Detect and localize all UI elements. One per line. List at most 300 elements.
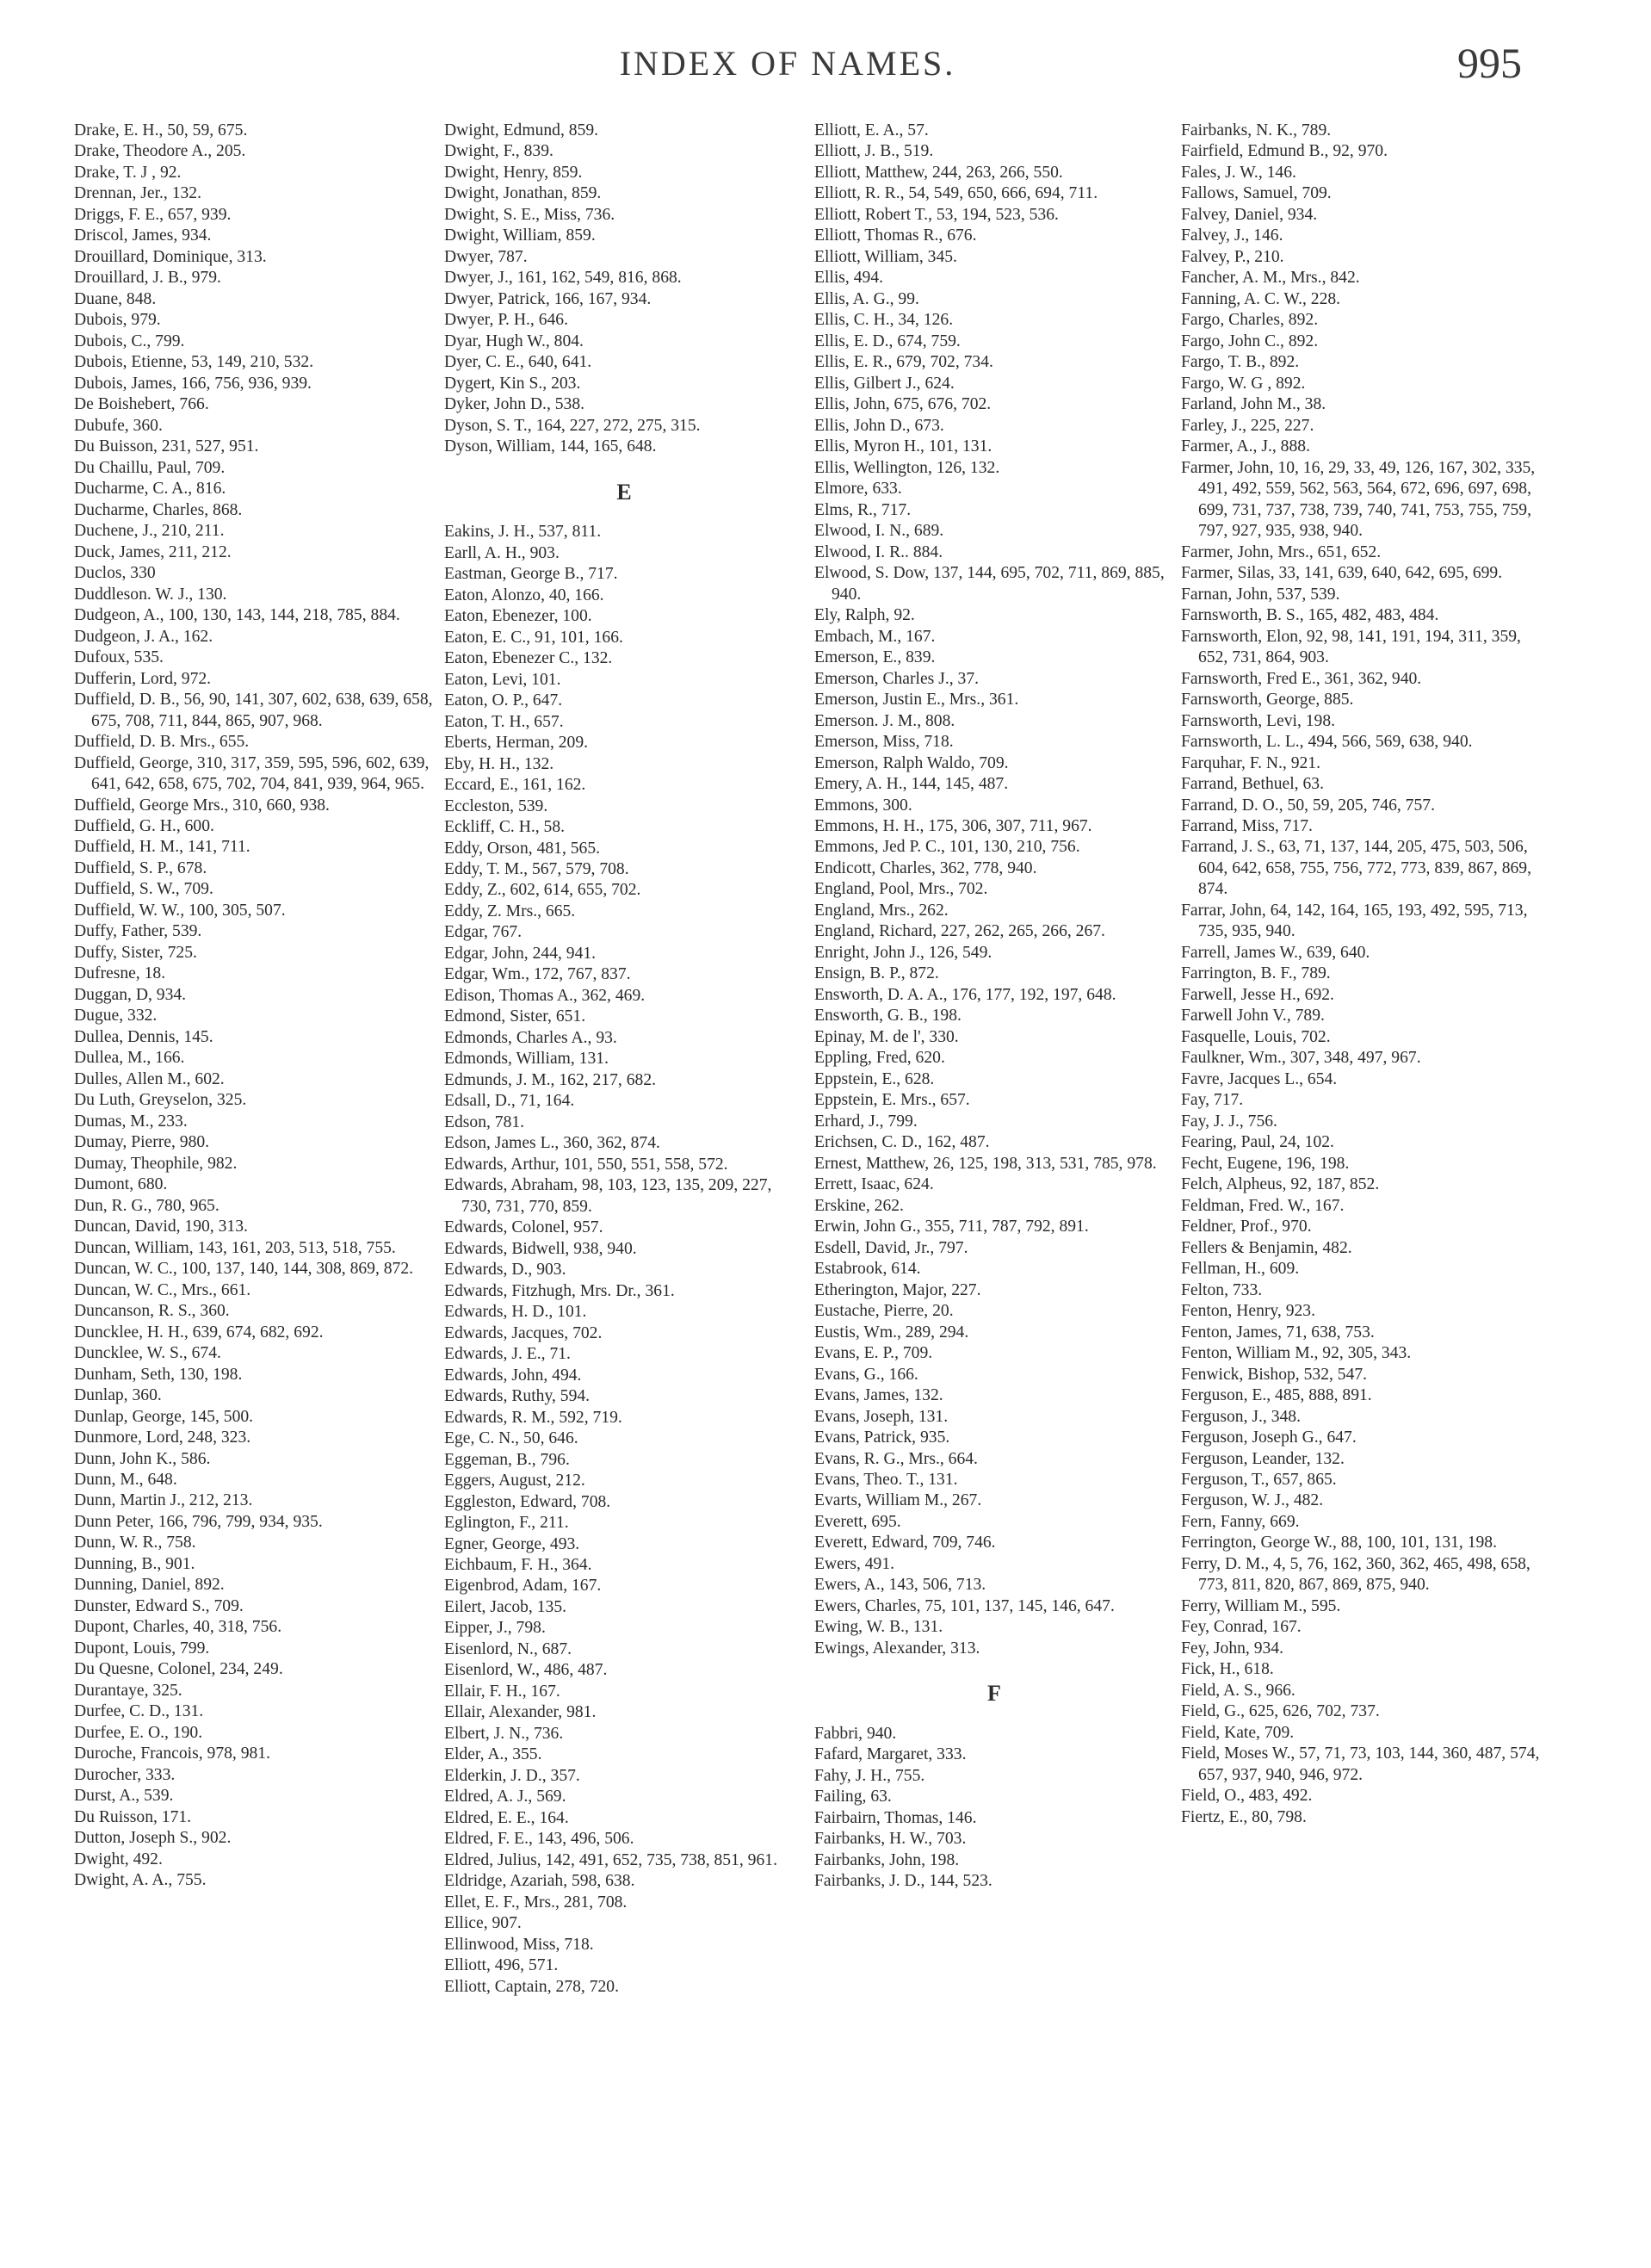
index-entry: Fenton, William M., 92, 305, 343. [1181,1344,1412,1363]
index-entry: Dyer, C. E., 640, 641. [444,353,592,372]
index-entry: Ellis, E. D., 674, 759. [814,332,961,350]
index-entry: Edwards, H. D., 101. [444,1303,587,1322]
index-entry: Dunning, Daniel, 892. [74,1576,225,1595]
index-entry: Farrand, J. S., 63, 71, 137, 144, 205, 475, 503, 506, 604, 642, 658, 755, 756, 772, 773, 839, 867, 869, 874. [1181,838,1531,899]
index-entry: Dumont, 680. [74,1175,168,1194]
index-entry: Eaton, O. P., 647. [444,691,563,710]
index-entry: Edmonds, Charles A., 93. [444,1028,617,1047]
index-entry: Eilert, Jacob, 135. [444,1597,567,1616]
index-entry: Fecht, Eugene, 196, 198. [1181,1154,1350,1173]
index-entry: Egner, George, 493. [444,1534,580,1553]
index-entry: Dyson, S. T., 164, 227, 272, 275, 315. [444,416,701,435]
index-entry: Ferguson, Leander, 132. [1181,1449,1345,1468]
index-entry: Dudgeon, J. A., 162. [74,627,213,646]
index-entry: Elliott, Robert T., 53, 194, 523, 536. [814,205,1059,224]
index-entry: Drake, Theodore A., 205. [74,142,246,161]
index-entry: Fenton, Henry, 923. [1181,1302,1316,1321]
index-entry: Fay, 717. [1181,1091,1244,1110]
index-entry: Duncan, W. C., 100, 137, 140, 144, 308, 869, 872. [74,1260,414,1279]
index-entry: Edson, 781. [444,1112,525,1131]
index-entry: Farnsworth, B. S., 165, 482, 483, 484. [1181,606,1439,625]
index-entry: Fiertz, E., 80, 798. [1181,1807,1307,1826]
index-entry: Fahy, J. H., 755. [814,1766,925,1785]
index-entry: Elmore, 633. [814,480,902,499]
index-entry: Duncan, William, 143, 161, 203, 513, 518, 755. [74,1238,396,1257]
index-entry: Dufferin, Lord, 972. [74,669,212,688]
index-entry: Eaton, Alonzo, 40, 166. [444,586,604,604]
index-entry: Field, Kate, 709. [1181,1723,1295,1742]
index-entry: Emerson, Charles J., 37. [814,669,980,688]
index-entry: Ege, C. N., 50, 646. [444,1429,578,1448]
index-entry: Duffield, George, 310, 317, 359, 595, 596, 602, 639, 641, 642, 658, 675, 702, 704, 841, 939, 964, 965. [74,753,430,794]
index-entry: Duffield, W. W., 100, 305, 507. [74,901,286,920]
index-columns [74,121,1598,2239]
index-entry: Ducharme, C. A., 816. [74,480,226,499]
index-entry: Etherington, Major, 227. [814,1280,981,1299]
index-entry: Ellis, Wellington, 126, 132. [814,458,1000,477]
index-entry: Eaton, T. H., 657. [444,712,564,731]
index-entry: Eglington, F., 211. [444,1514,569,1533]
index-entry: Failing, 63. [814,1788,892,1806]
index-entry: Farrand, D. O., 50, 59, 205, 746, 757. [1181,796,1435,815]
index-entry: Eigenbrod, Adam, 167. [444,1577,602,1596]
index-entry: Elliott, R. R., 54, 549, 650, 666, 694, 711. [814,184,1098,203]
index-entry: Ferguson, E., 485, 888, 891. [1181,1386,1372,1405]
index-entry: Dubois, Etienne, 53, 149, 210, 532. [74,353,314,372]
index-entry: Fancher, A. M., Mrs., 842. [1181,269,1360,288]
index-entry: Erichsen, C. D., 162, 487. [814,1133,990,1152]
index-entry: Field, Moses W., 57, 71, 73, 103, 144, 360, 487, 574, 657, 937, 940, 946, 972. [1181,1744,1540,1784]
index-entry: Dyker, John D., 538. [444,395,585,414]
index-entry: Evans, Patrick, 935. [814,1428,950,1447]
index-entry: Eipper, J., 798. [444,1619,546,1638]
index-entry: Feldner, Prof., 970. [1181,1218,1312,1236]
index-entry: Faulkner, Wm., 307, 348, 497, 967. [1181,1049,1421,1068]
index-entry: Ellis, C. H., 34, 126. [814,311,954,330]
index-entry: Edmond, Sister, 651. [444,1007,586,1026]
index-entry: Dunn, John K., 586. [74,1449,211,1468]
index-entry: Field, O., 483, 492. [1181,1787,1313,1806]
index-entry: Duffield, S. W., 709. [74,880,213,899]
index-entry: Duffy, Father, 539. [74,922,202,941]
index-entry: Fabbri, 940. [814,1724,897,1743]
index-entry: Edgar, 767. [444,923,523,942]
index-entry: Enright, John J., 126, 549. [814,943,992,962]
index-entry: Durst, A., 539. [74,1787,174,1806]
index-entry: Eldridge, Azariah, 598, 638. [444,1872,635,1891]
index-entry: Eaton, E. C., 91, 101, 166. [444,628,623,647]
index-entry: Fern, Fanny, 669. [1181,1512,1300,1531]
index-column-3 [814,121,1174,1893]
index-entry: Dygert, Kin S., 203. [444,374,581,393]
index-entry: Dwight, 492. [74,1850,163,1868]
index-entry: Fanning, A. C. W., 228. [1181,289,1341,308]
index-entry: Driggs, F. E., 657, 939. [74,205,232,224]
index-entry: Eddy, Orson, 481, 565. [444,839,601,858]
index-entry: Du Quesne, Colonel, 234, 249. [74,1660,283,1679]
index-entry: Eldred, E. E., 164. [444,1808,569,1827]
index-entry: Duncanson, R. S., 360. [74,1302,230,1321]
index-entry: Dwyer, P. H., 646. [444,311,568,330]
index-entry: Felch, Alpheus, 92, 187, 852. [1181,1175,1380,1194]
index-entry: Evans, G., 166. [814,1365,918,1384]
index-entry: Edsall, D., 71, 164. [444,1092,575,1111]
index-entry: Eastman, George B., 717. [444,565,618,584]
index-entry: Fairbanks, N. K., 789. [1181,121,1332,139]
index-entry: Farrington, B. F., 789. [1181,964,1331,983]
index-entry: Eby, H. H., 132. [444,754,554,773]
index-entry: Edwards, R. M., 592, 719. [444,1408,622,1427]
index-entry: Ellair, F. H., 167. [444,1682,560,1701]
index-entry: Ellis, 494. [814,269,884,288]
index-column-2 [444,121,804,1998]
index-entry: Duane, 848. [74,289,157,308]
index-entry: Evans, James, 132. [814,1386,943,1405]
index-entry: Fargo, T. B., 892. [1181,353,1300,372]
index-entry: Edwards, Abraham, 98, 103, 123, 135, 209, 227, 730, 731, 770, 859. [444,1176,772,1216]
index-entry: Dunn, W. R., 758. [74,1534,196,1552]
index-entry: Fafard, Margaret, 333. [814,1745,967,1764]
index-entry: Fairbairn, Thomas, 146. [814,1808,977,1827]
index-entry: Ewing, W. B., 131. [814,1618,943,1637]
index-entry: Fargo, John C., 892. [1181,332,1319,350]
index-entry: Duncklee, W. S., 674. [74,1344,221,1363]
index-entry: Fargo, Charles, 892. [1181,311,1319,330]
index-entry: Dunn, M., 648. [74,1471,177,1489]
index-entry: Dupont, Louis, 799. [74,1639,210,1658]
index-entry: Du Ruisson, 171. [74,1807,192,1826]
index-entry: Falvey, J., 146. [1181,226,1283,245]
index-entry: Dunmore, Lord, 248, 323. [74,1428,251,1447]
index-entry: Edgar, Wm., 172, 767, 837. [444,965,631,984]
index-entry: Farley, J., 225, 227. [1181,416,1314,435]
index-entry: Fick, H., 618. [1181,1660,1274,1679]
index-entry: Dubois, 979. [74,311,161,330]
index-entry: Dudgeon, A., 100, 130, 143, 144, 218, 785, 884. [74,606,400,625]
index-entry: Driscol, James, 934. [74,226,212,245]
index-entry: Duffy, Sister, 725. [74,943,197,962]
index-entry: Farmer, John, Mrs., 651, 652. [1181,542,1382,561]
index-entry: Dwight, A. A., 755. [74,1871,207,1890]
index-entry: Duffield, S. P., 678. [74,858,207,877]
index-entry: Ferguson, T., 657, 865. [1181,1471,1337,1489]
index-entry: Dumas, M., 233. [74,1112,188,1131]
index-entry: Elwood, I. N., 689. [814,522,944,541]
index-entry: Drake, T. J , 92. [74,163,182,182]
index-entry: Farmer, A., J., 888. [1181,437,1310,456]
index-entry: Ensworth, D. A. A., 176, 177, 192, 197, 648. [814,985,1116,1004]
index-entry: Eccard, E., 161, 162. [444,776,586,795]
index-entry: Falvey, P., 210. [1181,247,1284,266]
index-entry: Dutton, Joseph S., 902. [74,1829,232,1848]
index-entry: Eddy, T. M., 567, 579, 708. [444,860,629,878]
index-entry: England, Mrs., 262. [814,901,949,920]
index-entry: Fasquelle, Louis, 702. [1181,1027,1331,1046]
index-entry: Erskine, 262. [814,1196,904,1215]
index-entry: Du Chaillu, Paul, 709. [74,458,226,477]
index-entry: Elliott, William, 345. [814,247,957,266]
index-entry: Esdell, David, Jr., 797. [814,1238,968,1257]
index-entry: Dwyer, Patrick, 166, 167, 934. [444,289,652,308]
index-column-4 [1181,121,1541,1828]
index-entry: Farnsworth, L. L., 494, 566, 569, 638, 940. [1181,733,1473,752]
index-entry: Duncan, W. C., Mrs., 661. [74,1280,251,1299]
index-entry: Ellet, E. F., Mrs., 281, 708. [444,1893,628,1912]
index-entry: Dwight, S. E., Miss, 736. [444,205,615,224]
index-entry: Ewers, Charles, 75, 101, 137, 145, 146, 647. [814,1596,1115,1615]
index-entry: Elbert, J. N., 736. [444,1724,564,1743]
index-entry: Fay, J. J., 756. [1181,1112,1277,1131]
index-entry: Elder, A., 355. [444,1745,542,1764]
index-entry: Drouillard, Dominique, 313. [74,247,267,266]
index-entry: Dunham, Seth, 130, 198. [74,1365,243,1384]
index-entry: Durantaye, 325. [74,1681,182,1700]
index-entry: Ferguson, Joseph G., 647. [1181,1428,1357,1447]
index-entry: Evans, Theo. T., 131. [814,1471,958,1489]
index-entry: Evans, Joseph, 131. [814,1407,949,1426]
index-entry: Edmonds, William, 131. [444,1050,609,1069]
index-entry: Ewers, 491. [814,1554,895,1573]
index-entry: Fairbanks, H. W., 703. [814,1830,967,1849]
index-entry: Dulles, Allen M., 602. [74,1069,225,1088]
index-entry: Emmons, H. H., 175, 306, 307, 711, 967. [814,816,1092,835]
index-entry: Dubufe, 360. [74,416,163,435]
index-entry: Farrand, Miss, 717. [1181,816,1313,835]
index-entry: Dwight, William, 859. [444,226,596,245]
index-entry: Dwight, Edmund, 859. [444,121,599,139]
index-entry: Eaton, Levi, 101. [444,670,561,689]
index-entry: Eichbaum, F. H., 364. [444,1555,592,1574]
index-entry: Ferry, D. M., 4, 5, 76, 162, 360, 362, 465, 498, 658, 773, 811, 820, 867, 869, 875, 940. [1181,1554,1530,1595]
page-number: 995 [1457,39,1522,87]
index-entry: Dugue, 332. [74,1007,158,1026]
index-entry: Emmons, Jed P. C., 101, 130, 210, 756. [814,838,1080,857]
index-entry: Ferguson, J., 348. [1181,1407,1301,1426]
index-entry: Elliott, Matthew, 244, 263, 266, 550. [814,163,1063,182]
index-entry: Dwyer, 787. [444,247,528,266]
index-entry: Earll, A. H., 903. [444,543,560,562]
index-entry: Errett, Isaac, 624. [814,1175,934,1194]
index-entry: Emerson, Justin E., Mrs., 361. [814,691,1019,710]
index-entry: Eaton, Ebenezer, 100. [444,607,592,626]
index-entry: Endicott, Charles, 362, 778, 940. [814,858,1037,877]
index-entry: Farnsworth, Levi, 198. [1181,711,1336,730]
index-entry: Ensworth, G. B., 198. [814,1007,962,1026]
index-entry: Felton, 733. [1181,1280,1263,1299]
index-entry: Durfee, E. O., 190. [74,1723,203,1742]
section-letter: E [616,479,632,505]
index-entry: Ferry, William M., 595. [1181,1596,1341,1615]
index-entry: Ewers, A., 143, 506, 713. [814,1576,986,1595]
index-entry: Erhard, J., 799. [814,1112,918,1131]
index-entry: Edison, Thomas A., 362, 469. [444,986,646,1005]
index-entry: Edson, James L., 360, 362, 874. [444,1134,660,1153]
index-entry: Ellis, E. R., 679, 702, 734. [814,353,993,372]
index-entry: Edmunds, J. M., 162, 217, 682. [444,1070,657,1089]
index-entry: Embach, M., 167. [814,627,936,646]
index-entry: Farrand, Bethuel, 63. [1181,775,1324,794]
index-entry: Emerson. J. M., 808. [814,711,955,730]
index-entry: Ernest, Matthew, 26, 125, 198, 313, 531, 785, 978. [814,1154,1157,1173]
index-entry: Ewings, Alexander, 313. [814,1639,980,1658]
index-entry: Field, G., 625, 626, 702, 737. [1181,1702,1380,1721]
index-entry: Ellice, 907. [444,1914,522,1933]
index-entry: Eldred, Julius, 142, 491, 652, 735, 738, 851, 961. [444,1850,777,1869]
index-entry: De Boishebert, 766. [74,395,209,414]
index-entry: Dunn, Martin J., 212, 213. [74,1491,253,1510]
index-entry: Drake, E. H., 50, 59, 675. [74,121,248,139]
index-entry: Farwell, Jesse H., 692. [1181,985,1334,1004]
index-entry: Edwards, John, 494. [444,1366,582,1385]
index-entry: Duck, James, 211, 212. [74,542,232,561]
index-entry: Eddy, Z., 602, 614, 655, 702. [444,881,641,900]
index-entry: Eberts, Herman, 209. [444,734,589,753]
index-entry: Fearing, Paul, 24, 102. [1181,1133,1334,1152]
index-entry: Duncklee, H. H., 639, 674, 682, 692. [74,1323,324,1342]
index-entry: Edwards, Arthur, 101, 550, 551, 558, 572. [444,1155,728,1174]
index-entry: Ellinwood, Miss, 718. [444,1935,594,1954]
index-entry: Edwards, D., 903. [444,1261,566,1280]
index-entry: Eaton, Ebenezer C., 132. [444,649,613,668]
index-entry: Fallows, Samuel, 709. [1181,184,1332,203]
index-entry: Farnsworth, Fred E., 361, 362, 940. [1181,669,1422,688]
index-entry: Dufresne, 18. [74,964,166,983]
index-entry: Edwards, Colonel, 957. [444,1218,603,1237]
index-entry: Ducharme, Charles, 868. [74,500,243,519]
index-entry: Ely, Ralph, 92. [814,606,915,625]
index-entry: Elliott, Thomas R., 676. [814,226,977,245]
index-entry: Edwards, Jacques, 702. [444,1323,603,1342]
index-entry: Edwards, Fitzhugh, Mrs. Dr., 361. [444,1281,675,1300]
index-entry: Epinay, M. de l', 330. [814,1027,959,1046]
index-entry: Edwards, Bidwell, 938, 940. [444,1239,637,1258]
index-entry: Fairfield, Edmund B., 92, 970. [1181,142,1388,161]
index-entry: Durfee, C. D., 131. [74,1702,204,1721]
index-entry: Emerson, Miss, 718. [814,733,954,752]
index-entry: Dupont, Charles, 40, 318, 756. [74,1618,282,1637]
index-entry: Estabrook, 614. [814,1260,921,1279]
index-entry: Elwood, S. Dow, 137, 144, 695, 702, 711, 869, 885, 940. [814,564,1165,604]
index-entry: Duffield, G. H., 600. [74,816,214,835]
index-entry: Fey, John, 934. [1181,1639,1284,1658]
index-entry: Emery, A. H., 144, 145, 487. [814,775,1009,794]
index-entry: Falvey, Daniel, 934. [1181,205,1318,224]
index-entry: Edgar, John, 244, 941. [444,944,597,963]
index-entry: Duroche, Francois, 978, 981. [74,1744,271,1763]
index-entry: Duddleson. W. J., 130. [74,585,227,604]
index-entry: Dunlap, George, 145, 500. [74,1407,254,1426]
index-entry: Eccleston, 539. [444,796,548,815]
index-entry: Dunlap, 360. [74,1386,162,1405]
page-header [0,38,1651,98]
index-entry: Farmer, Silas, 33, 141, 639, 640, 642, 695, 699. [1181,564,1503,583]
index-entry: England, Pool, Mrs., 702. [814,880,988,899]
index-entry: Drouillard, J. B., 979. [74,269,221,288]
index-entry: Eggers, August, 212. [444,1472,585,1490]
index-entry: Favre, Jacques L., 654. [1181,1069,1338,1088]
index-entry: Emmons, 300. [814,796,912,815]
index-entry: Eustache, Pierre, 20. [814,1302,954,1321]
index-entry: Edwards, J. E., 71. [444,1345,571,1364]
index-entry: Dumay, Theophile, 982. [74,1154,238,1173]
index-entry: Fellers & Benjamin, 482. [1181,1238,1352,1257]
index-entry: Dufoux, 535. [74,648,164,667]
index-entry: Duffield, D. B. Mrs., 655. [74,733,250,752]
index-entry: Emerson, Ralph Waldo, 709. [814,753,1009,772]
index-entry: Dunning, B., 901. [74,1554,195,1573]
index-entry: Duncan, David, 190, 313. [74,1218,248,1236]
index-entry: Ferrington, George W., 88, 100, 101, 131, 198. [1181,1534,1497,1552]
index-entry: Du Buisson, 231, 527, 951. [74,437,259,456]
index-entry: Dun, R. G., 780, 965. [74,1196,220,1215]
index-entry: Eisenlord, N., 687. [444,1639,572,1658]
index-entry: Eggeman, B., 796. [444,1450,570,1469]
index-entry: Eppling, Fred, 620. [814,1049,945,1068]
index-entry: Duffield, H. M., 141, 711. [74,838,250,857]
index-entry: Dwight, Jonathan, 859. [444,184,602,203]
index-entry: Dwight, F., 839. [444,142,553,161]
index-entry: Eckliff, C. H., 58. [444,818,566,837]
index-entry: Dwight, Henry, 859. [444,163,583,182]
index-entry: Ellis, John, 675, 676, 702. [814,395,992,414]
index-entry: Fairbanks, J. D., 144, 523. [814,1872,992,1891]
index-entry: Eggleston, Edward, 708. [444,1492,611,1511]
index-entry: Fey, Conrad, 167. [1181,1618,1302,1637]
index-entry: Elms, R., 717. [814,500,912,519]
index-entry: Farland, John M., 38. [1181,395,1326,414]
section-letter: F [987,1681,1001,1707]
index-entry: Ellis, Gilbert J., 624. [814,374,955,393]
index-entry: Farnsworth, Elon, 92, 98, 141, 191, 194, 311, 359, 652, 731, 864, 903. [1181,627,1521,667]
index-entry: Fales, J. W., 146. [1181,163,1296,182]
index-entry: Farmer, John, 10, 16, 29, 33, 49, 126, 167, 302, 335, 491, 492, 559, 562, 563, 564, 672, 696, 697, 698, 699, 731, 737, 738, 739, 740, 741, 753, 755, 759, 797, 927, 935, 938, 940. [1181,458,1536,541]
index-entry: Farrar, John, 64, 142, 164, 165, 193, 492, 595, 713, 735, 935, 940. [1181,901,1528,941]
index-entry: Dwyer, J., 161, 162, 549, 816, 868. [444,269,682,288]
index-entry: Dunster, Edward S., 709. [74,1596,244,1615]
index-entry: Dyson, William, 144, 165, 648. [444,437,657,456]
index-entry: Eddy, Z. Mrs., 665. [444,902,576,920]
index-entry: Evarts, William M., 267. [814,1491,982,1510]
index-column-1 [74,121,434,1892]
index-entry: Elliott, 496, 571. [444,1956,559,1975]
index-entry: Fellman, H., 609. [1181,1260,1300,1279]
index-entry: Dubois, James, 166, 756, 936, 939. [74,374,312,393]
index-entry: Drennan, Jer., 132. [74,184,202,203]
index-entry: Field, A. S., 966. [1181,1681,1295,1700]
index-entry: Elderkin, J. D., 357. [444,1766,580,1785]
index-entry: Edwards, Ruthy, 594. [444,1387,591,1406]
index-entry: Fenton, James, 71, 638, 753. [1181,1323,1375,1342]
index-entry: Dubois, C., 799. [74,332,185,350]
index-entry: Elliott, J. B., 519. [814,142,934,161]
index-entry: Dumay, Pierre, 980. [74,1133,210,1152]
index-entry: Durocher, 333. [74,1765,176,1784]
index-entry: Emerson, E., 839. [814,648,936,667]
index-entry: Evans, E. P., 709. [814,1344,933,1363]
index-entry: Duffield, D. B., 56, 90, 141, 307, 602, 638, 639, 658, 675, 708, 711, 844, 865, 907, 968. [74,691,433,730]
index-entry: Everett, Edward, 709, 746. [814,1534,996,1552]
index-entry: Farrell, James W., 639, 640. [1181,943,1370,962]
index-entry: Ellis, John D., 673. [814,416,944,435]
index-entry: Eakins, J. H., 537, 811. [444,523,602,542]
page-title: INDEX OF NAMES. [619,44,956,83]
index-entry: Farnsworth, George, 885. [1181,691,1354,710]
index-entry: Dunn Peter, 166, 796, 799, 934, 935. [74,1512,323,1531]
index-entry: Farwell John V., 789. [1181,1007,1325,1026]
index-entry: Eppstein, E., 628. [814,1069,935,1088]
index-entry: Elliott, E. A., 57. [814,121,929,139]
index-entry: Eustis, Wm., 289, 294. [814,1323,969,1342]
